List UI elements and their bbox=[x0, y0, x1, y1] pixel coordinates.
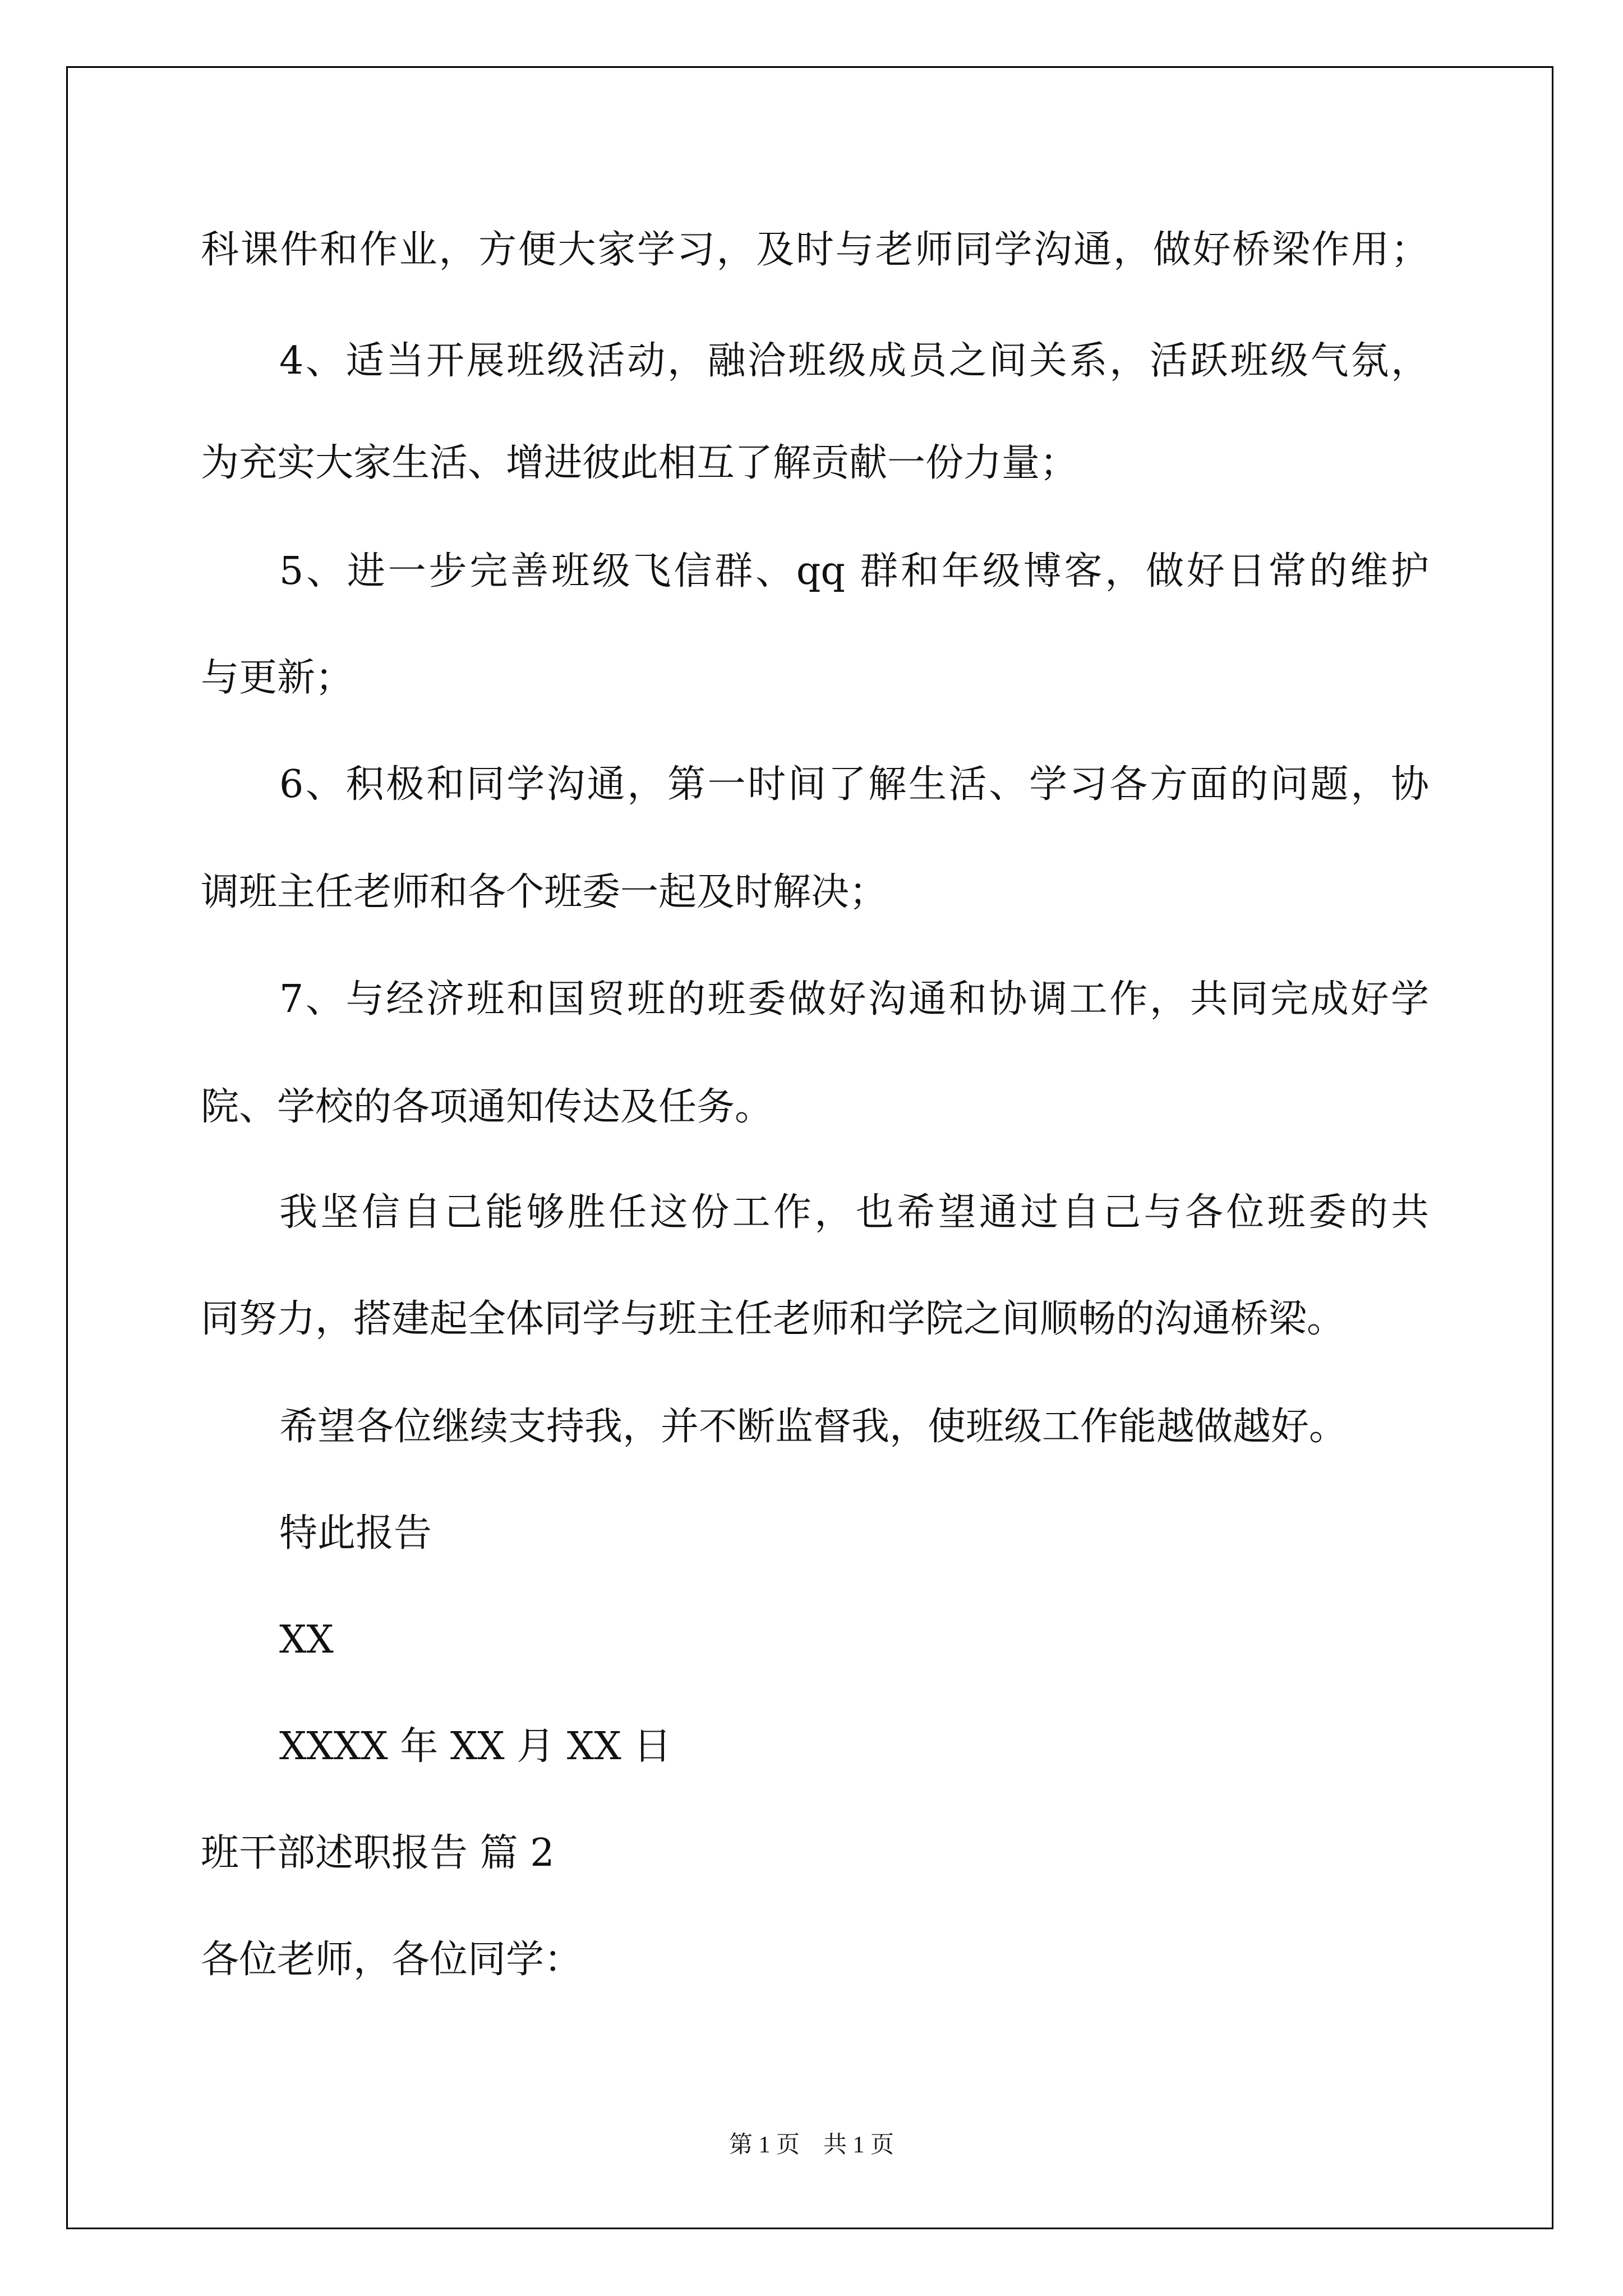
text-line: 调班主任老师和各个班委一起及时解决； bbox=[201, 870, 888, 914]
page-border bbox=[66, 66, 1553, 2229]
section-heading: 班干部述职报告 篇 2 bbox=[201, 1831, 555, 1875]
text-line: 4、适当开展班级活动，融洽班级成员之间关系，活跃班级气氛， bbox=[279, 339, 1429, 383]
text-line: 院、学校的各项通知传达及任务。 bbox=[201, 1085, 773, 1129]
page-footer: 第 1 页 共 1 页 bbox=[728, 2132, 894, 2158]
text-line: 为充实大家生活、增进彼此相互了解贡献一份力量； bbox=[201, 441, 1078, 485]
text-line: 特此报告 bbox=[279, 1511, 432, 1556]
salutation: 各位老师，各位同学： bbox=[201, 1938, 583, 1982]
text-line: 同努力，搭建起全体同学与班主任老师和学院之间顺畅的沟通桥梁。 bbox=[201, 1297, 1345, 1341]
text-line: 科课件和作业，方便大家学习，及时与老师同学沟通，做好桥梁作用； bbox=[201, 228, 1429, 272]
date-line: XXXX 年 XX 月 XX 日 bbox=[279, 1724, 672, 1769]
text-line: XX bbox=[279, 1618, 334, 1662]
text-line: 希望各位继续支持我，并不断监督我，使班级工作能越做越好。 bbox=[279, 1405, 1348, 1449]
text-line: 我坚信自己能够胜任这份工作，也希望通过自己与各位班委的共 bbox=[279, 1190, 1429, 1235]
text-line: 与更新； bbox=[201, 656, 354, 700]
text-line: 7、与经济班和国贸班的班委做好沟通和协调工作，共同完成好学 bbox=[279, 977, 1429, 1022]
text-line: 6、积极和同学沟通，第一时间了解生活、学习各方面的问题，协 bbox=[279, 762, 1429, 807]
text-line: 5、进一步完善班级飞信群、qq 群和年级博客，做好日常的维护 bbox=[279, 549, 1429, 593]
